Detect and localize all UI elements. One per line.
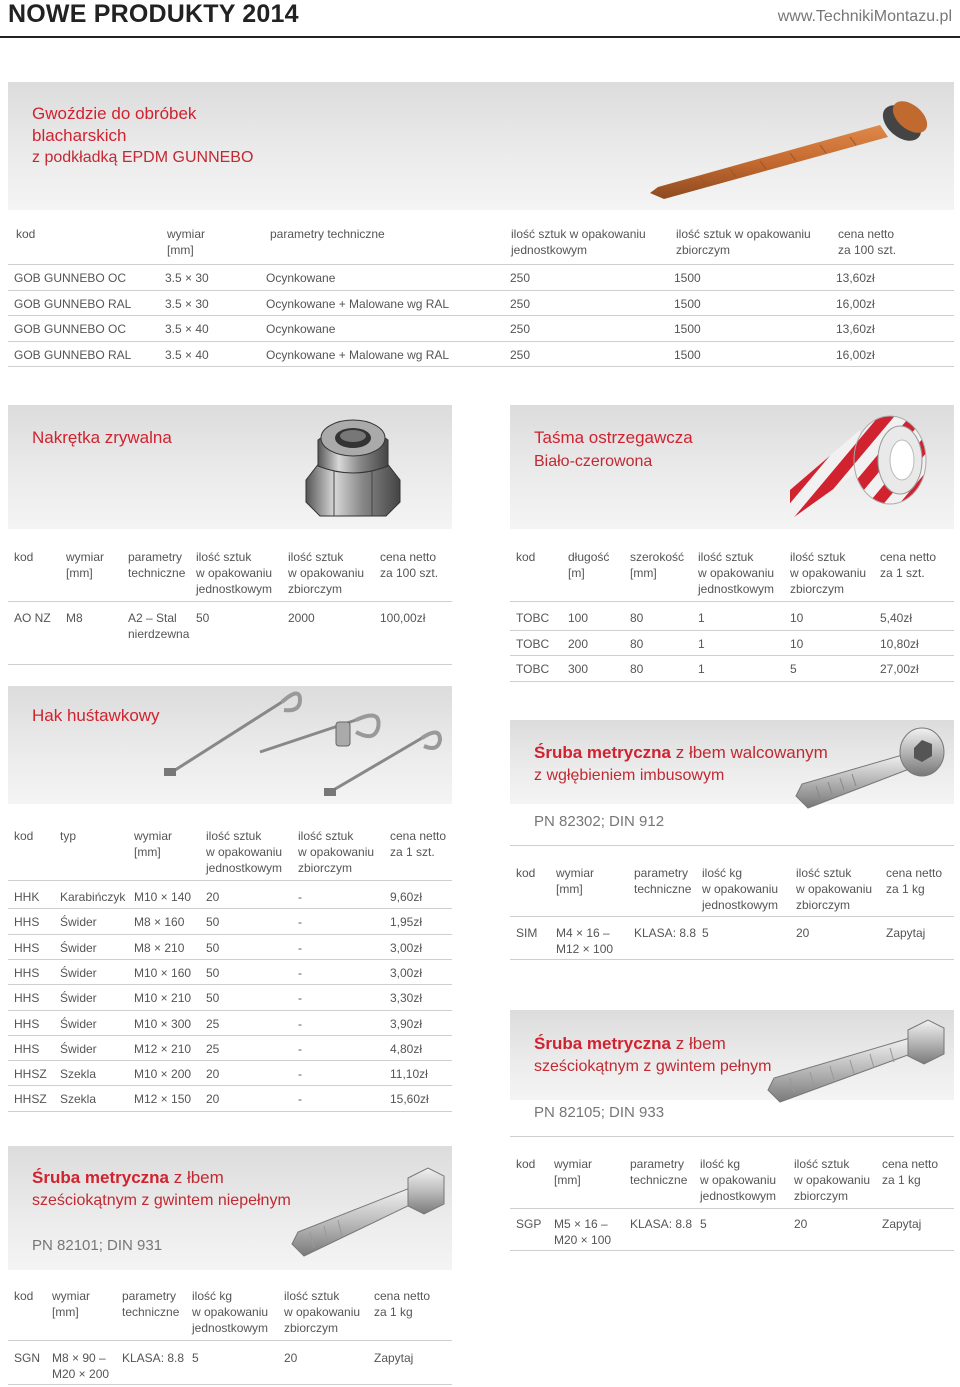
row-divider: [8, 1010, 452, 1011]
row-divider: [510, 959, 954, 960]
row-divider: [8, 1111, 452, 1112]
table-cell: 3.5 × 40: [165, 347, 209, 362]
table-cell: 200: [568, 636, 589, 651]
table-cell: Szekla: [60, 1092, 97, 1107]
page-title: NOWE PRODUKTY 2014: [8, 0, 299, 28]
column-header: kod: [516, 1157, 536, 1171]
gwozdzie-title-line2: blacharskich: [32, 126, 127, 145]
table-cell: 250: [510, 322, 531, 336]
table-cell: 1500: [674, 296, 701, 311]
table-cell: M10 × 300: [134, 1016, 192, 1031]
row-divider: [8, 664, 452, 665]
column-header: ilość kg w opakowaniu jednostkowym: [702, 866, 779, 912]
table-cell: M10 × 210: [134, 991, 192, 1006]
table-cell: -: [298, 1067, 302, 1082]
nakretka-header-line: [8, 601, 452, 602]
column-header: kod: [14, 550, 34, 564]
column-header: ilość sztuk w opakowaniu zbiorczym: [284, 1289, 361, 1335]
column-header: ilość sztuk w opakowaniu zbiorczym: [288, 550, 365, 596]
row-divider: [8, 959, 452, 960]
table-cell: -: [298, 1016, 302, 1031]
table-cell: KLASA: 8.8: [634, 926, 697, 940]
table-cell: HHS: [14, 940, 40, 955]
column-header: wymiar [mm]: [556, 866, 594, 896]
table-cell: Zapytaj: [374, 1351, 414, 1365]
sgp-title-rest: z łbem: [671, 1034, 726, 1053]
sgp-title-line2: sześciokątnym z gwintem pełnym: [534, 1058, 772, 1075]
table-cell: HHS: [14, 1016, 40, 1031]
socket-screw-image: [786, 726, 952, 812]
table-cell: 50: [206, 965, 220, 980]
table-cell: M4 × 16 – M12 × 100: [556, 926, 614, 956]
table-cell: 3.5 × 40: [165, 322, 209, 336]
table-cell: 25: [206, 1016, 220, 1031]
table-cell: M8 × 160: [134, 915, 185, 930]
table-cell: M8 × 90 – M20 × 200: [52, 1351, 110, 1381]
column-header: cena netto za 1 kg: [882, 1157, 939, 1187]
table-cell: Świder: [60, 991, 97, 1006]
table-cell: 13,60zł: [836, 322, 875, 336]
warning-tape-image: [790, 410, 940, 520]
table-cell: 80: [630, 611, 644, 625]
table-cell: 80: [630, 662, 644, 676]
table-cell: 50: [206, 915, 220, 930]
table-cell: 3.5 × 30: [165, 271, 209, 285]
sim-title-line2: z wgłębieniem imbusowym: [534, 767, 725, 784]
table-cell: M8 × 210: [134, 940, 185, 955]
sgp-title: [534, 1032, 771, 1078]
table-cell: 13,60zł: [836, 271, 875, 285]
column-header: ilość kg w opakowaniu jednostkowym: [192, 1289, 269, 1335]
site-url[interactable]: www.TechnikiMontazu.pl: [777, 8, 952, 25]
table-cell: 3.5 × 30: [165, 296, 209, 311]
table-cell: 5: [700, 1217, 707, 1231]
swing-hooks-image: [150, 688, 450, 804]
table-cell: 3,00zł: [390, 940, 423, 955]
table-cell: GOB GUNNEBO OC: [14, 322, 127, 336]
table-cell: 3,30zł: [390, 991, 423, 1006]
table-cell: -: [298, 915, 302, 930]
table-cell: Ocynkowane + Malowane wg RAL: [266, 347, 450, 362]
table-cell: 10: [790, 636, 804, 651]
table-cell: 50: [206, 991, 220, 1006]
table-cell: 4,80zł: [390, 1041, 423, 1056]
tasma-subtitle: Biało-czerowona: [534, 453, 653, 470]
row-divider: [8, 1060, 452, 1061]
sgp-title-bold: Śruba metryczna: [534, 1034, 671, 1053]
row-divider: [8, 341, 954, 342]
gwozdzie-title: [32, 103, 253, 169]
hex-bolt-partial-thread-image: [284, 1156, 450, 1260]
table-cell: Karabińczyk: [60, 890, 126, 904]
column-header: parametry techniczne: [630, 1157, 688, 1187]
table-cell: Zapytaj: [882, 1217, 922, 1231]
column-header: ilość sztuk w opakowaniu zbiorczym: [794, 1157, 871, 1203]
table-cell: 50: [196, 611, 210, 625]
sgn-header-line: [8, 1340, 452, 1341]
table-cell: TOBC: [516, 611, 550, 625]
row-divider: [8, 908, 452, 909]
row-divider: [8, 366, 954, 367]
table-cell: Ocynkowane + Malowane wg RAL: [266, 296, 450, 311]
nail-image: [640, 95, 940, 205]
table-cell: KLASA: 8.8: [122, 1351, 185, 1365]
table-cell: -: [298, 965, 302, 980]
gwozdzie-col-cena: cena netto za 100 szt.: [838, 227, 897, 257]
row-divider: [8, 984, 452, 985]
row-divider: [8, 1035, 452, 1036]
column-header: wymiar [mm]: [134, 829, 172, 859]
table-cell: 250: [510, 347, 531, 362]
table-cell: 20: [206, 890, 220, 904]
tasma-header-line: [510, 601, 954, 602]
nakretka-title: Nakrętka zrywalna: [32, 428, 172, 447]
table-cell: GOB GUNNEBO RAL: [14, 296, 132, 311]
table-cell: HHS: [14, 991, 40, 1006]
column-header: kod: [516, 550, 536, 564]
table-cell: 10: [790, 611, 804, 625]
sim-title: [534, 741, 828, 787]
table-cell: Szekla: [60, 1067, 97, 1082]
column-header: parametry techniczne: [122, 1289, 180, 1319]
hak-title: Hak huśtawkowy: [32, 706, 160, 725]
table-cell: M12 × 210: [134, 1041, 192, 1056]
table-cell: 5: [192, 1351, 199, 1365]
table-cell: 1: [698, 611, 705, 625]
row-divider: [8, 1085, 452, 1086]
column-header: cena netto za 1 szt.: [390, 829, 447, 859]
table-cell: 20: [206, 1092, 220, 1107]
table-cell: 10,80zł: [880, 636, 919, 651]
table-cell: 5,40zł: [880, 611, 913, 625]
table-cell: M12 × 150: [134, 1092, 192, 1107]
table-cell: KLASA: 8.8: [630, 1217, 693, 1231]
column-header: kod: [14, 829, 34, 843]
table-cell: 50: [206, 940, 220, 955]
table-cell: 20: [794, 1217, 808, 1231]
table-cell: 1,95zł: [390, 915, 423, 930]
table-cell: 100: [568, 611, 589, 625]
gwozdzie-header-line: [8, 264, 954, 265]
nut-image: [298, 410, 408, 520]
table-cell: A2 – Stal nierdzewna: [128, 611, 190, 641]
sgp-standard-line: [510, 1136, 954, 1137]
table-cell: M10 × 160: [134, 965, 192, 980]
table-cell: -: [298, 1041, 302, 1056]
column-header: cena netto za 1 kg: [886, 866, 943, 896]
column-header: szerokość [mm]: [630, 550, 685, 580]
sgn-title-rest: z łbem: [169, 1168, 224, 1187]
column-header: wymiar [mm]: [554, 1157, 592, 1187]
gwozdzie-col-kod: kod: [16, 227, 36, 241]
table-cell: HHS: [14, 965, 40, 980]
table-cell: SGN: [14, 1351, 41, 1365]
sgn-standard: PN 82101; DIN 931: [32, 1237, 163, 1254]
table-cell: 250: [510, 296, 531, 311]
table-cell: -: [298, 991, 302, 1006]
column-header: ilość sztuk w opakowaniu zbiorczym: [796, 866, 873, 912]
sim-standard-line: [510, 845, 954, 846]
gwozdzie-title-line1: Gwoździe do obróbek: [32, 104, 197, 123]
row-divider: [510, 681, 954, 682]
hak-header-line: [8, 880, 452, 881]
table-cell: Świder: [60, 915, 97, 930]
table-cell: 11,10zł: [390, 1067, 428, 1082]
table-cell: Ocynkowane: [266, 322, 336, 336]
table-cell: Świder: [60, 1041, 97, 1056]
table-cell: 100,00zł: [380, 611, 426, 625]
table-cell: 2000: [288, 611, 315, 625]
column-header: wymiar [mm]: [52, 1289, 90, 1319]
table-cell: GOB GUNNEBO RAL: [14, 347, 132, 362]
column-header: kod: [14, 1289, 34, 1303]
table-cell: 250: [510, 271, 531, 285]
sim-title-bold: Śruba metryczna: [534, 743, 671, 762]
table-cell: TOBC: [516, 662, 550, 676]
table-cell: 20: [206, 1067, 220, 1082]
table-cell: GOB GUNNEBO OC: [14, 271, 127, 285]
table-cell: 15,60zł: [390, 1092, 429, 1107]
sim-title-rest: z łbem walcowanym: [671, 743, 828, 762]
row-divider: [8, 1384, 452, 1385]
table-cell: M5 × 16 – M20 × 100: [554, 1217, 612, 1247]
row-divider: [8, 934, 452, 935]
table-cell: HHS: [14, 915, 40, 930]
column-header: typ: [60, 829, 77, 843]
column-header: cena netto za 1 kg: [374, 1289, 431, 1319]
table-cell: 5: [790, 662, 797, 676]
table-cell: 1500: [674, 322, 701, 336]
row-divider: [510, 1250, 954, 1251]
table-cell: AO NZ: [14, 611, 51, 625]
table-cell: HHSZ: [14, 1067, 47, 1082]
column-header: ilość kg w opakowaniu jednostkowym: [700, 1157, 777, 1203]
table-cell: Zapytaj: [886, 926, 926, 940]
table-cell: TOBC: [516, 636, 550, 651]
row-divider: [510, 630, 954, 631]
table-cell: 16,00zł: [836, 296, 875, 311]
column-header: ilość sztuk w opakowaniu zbiorczym: [790, 550, 867, 596]
table-cell: HHK: [14, 890, 40, 904]
column-header: ilość sztuk w opakowaniu jednostkowym: [196, 550, 273, 596]
column-header: długość [m]: [568, 550, 610, 580]
column-header: kod: [516, 866, 536, 880]
table-cell: -: [298, 940, 302, 955]
gwozdzie-col-jedn: ilość sztuk w opakowaniu jednostkowym: [511, 227, 646, 257]
column-header: parametry techniczne: [634, 866, 692, 896]
row-divider: [8, 315, 954, 316]
table-cell: 25: [206, 1041, 220, 1056]
table-cell: SGP: [516, 1217, 542, 1231]
table-cell: M10 × 140: [134, 890, 192, 904]
table-cell: Świder: [60, 965, 97, 980]
column-header: ilość sztuk w opakowaniu zbiorczym: [298, 829, 375, 875]
gwozdzie-col-wymiar: wymiar [mm]: [167, 227, 205, 257]
table-cell: 1500: [674, 271, 701, 285]
table-cell: 3,90zł: [390, 1016, 423, 1031]
table-cell: 80: [630, 636, 644, 651]
table-cell: Świder: [60, 940, 97, 955]
table-cell: 300: [568, 662, 589, 676]
column-header: parametry techniczne: [128, 550, 186, 580]
gwozdzie-col-param: parametry techniczne: [270, 227, 385, 241]
sim-standard: PN 82302; DIN 912: [534, 813, 665, 830]
table-cell: 1: [698, 636, 705, 651]
table-cell: 1500: [674, 347, 701, 362]
sgp-header-line: [510, 1208, 954, 1209]
tasma-title: Taśma ostrzegawcza: [534, 428, 693, 447]
column-header: cena netto za 1 szt.: [880, 550, 937, 580]
table-cell: HHSZ: [14, 1092, 47, 1107]
column-header: ilość sztuk w opakowaniu jednostkowym: [698, 550, 775, 596]
header-divider: [0, 36, 960, 38]
table-cell: -: [298, 1092, 302, 1107]
column-header: wymiar [mm]: [66, 550, 104, 580]
hex-bolt-full-thread-image: [760, 1014, 950, 1104]
sim-header-line: [510, 916, 954, 917]
sgp-standard: PN 82105; DIN 933: [534, 1104, 665, 1121]
table-cell: 16,00zł: [836, 347, 875, 362]
table-cell: Ocynkowane: [266, 271, 336, 285]
gwozdzie-subtitle: z podkładką EPDM GUNNEBO: [32, 149, 254, 166]
table-cell: 5: [702, 926, 709, 940]
column-header: cena netto za 100 szt.: [380, 550, 439, 580]
column-header: ilość sztuk w opakowaniu jednostkowym: [206, 829, 283, 875]
row-divider: [510, 655, 954, 656]
sgn-title-bold: Śruba metryczna: [32, 1168, 169, 1187]
table-cell: 9,60zł: [390, 890, 423, 904]
row-divider: [8, 290, 954, 291]
sgn-title: [32, 1166, 291, 1212]
table-cell: 1: [698, 662, 705, 676]
table-cell: SIM: [516, 926, 538, 940]
table-cell: 27,00zł: [880, 662, 919, 676]
table-cell: 20: [796, 926, 810, 940]
sgn-title-line2: sześciokątnym z gwintem niepełnym: [32, 1192, 291, 1209]
table-cell: 20: [284, 1351, 298, 1365]
table-cell: M8: [66, 611, 83, 625]
table-cell: Świder: [60, 1016, 97, 1031]
table-cell: HHS: [14, 1041, 40, 1056]
table-cell: 3,00zł: [390, 965, 423, 980]
table-cell: -: [298, 890, 302, 904]
gwozdzie-col-zb: ilość sztuk w opakowaniu zbiorczym: [676, 227, 811, 257]
table-cell: M10 × 200: [134, 1067, 192, 1082]
